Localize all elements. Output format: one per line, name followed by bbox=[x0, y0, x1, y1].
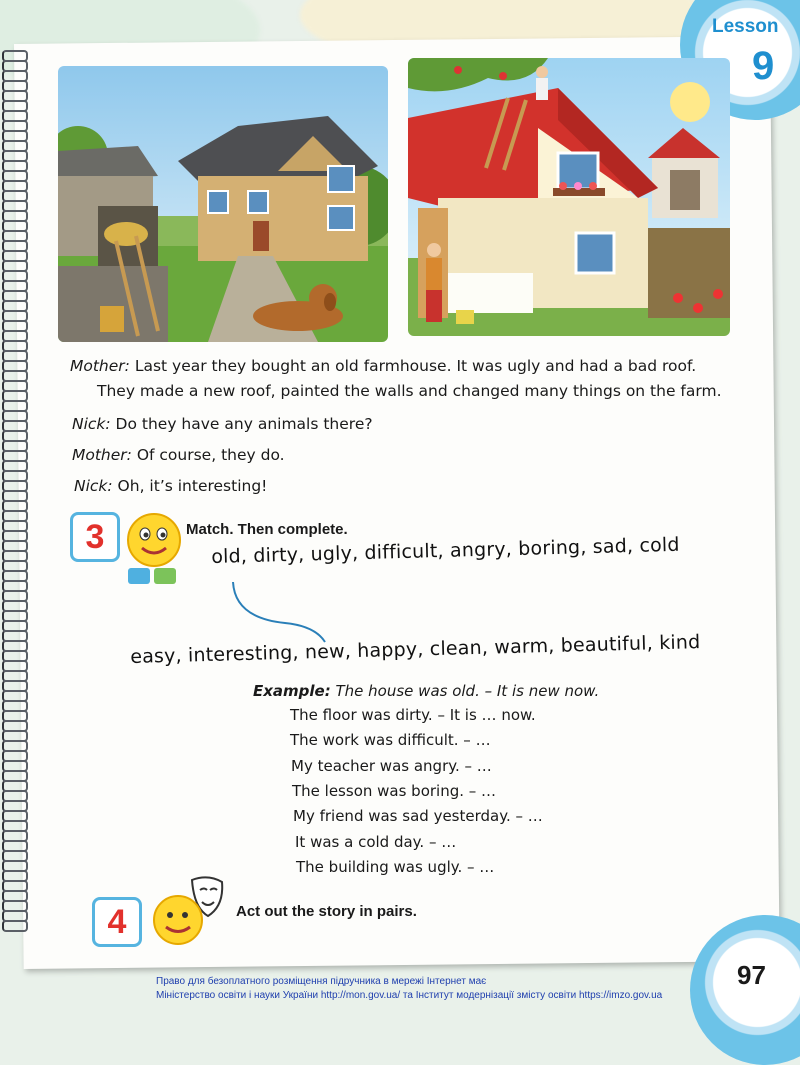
dialogue-line-nick-1 bbox=[72, 415, 373, 433]
dialogue-text: Last year they bought an old farmhouse. It was ugly and had a bad roof. bbox=[129, 357, 697, 375]
dialogue-line-nick-2 bbox=[74, 477, 267, 495]
exercise-4-number: 4 bbox=[92, 897, 142, 947]
dialogue-text: Do they have any animals there? bbox=[110, 415, 373, 433]
smiley-icon bbox=[120, 510, 190, 594]
spiral-coil bbox=[2, 920, 28, 932]
exercise-3-number: 3 bbox=[70, 512, 120, 562]
example-text: The house was old. – It is new now. bbox=[330, 682, 600, 700]
lesson-label: Lesson bbox=[712, 16, 779, 37]
exercise-sentence: The lesson was boring. – … bbox=[292, 781, 497, 800]
exercise-sentence: It was a cold day. – … bbox=[295, 832, 457, 851]
footer-line-1: Право для безоплатного розміщення підручника в мережі Інтернет має bbox=[156, 976, 487, 987]
exercise-sentence: My friend was sad yesterday. – … bbox=[293, 807, 543, 826]
speaker-label: Mother: bbox=[70, 357, 130, 375]
exercise-4-instruction: Act out the story in pairs. bbox=[236, 903, 417, 920]
word-list-bottom: easy, interesting, new, happy, clean, warm, beautiful, kind bbox=[130, 631, 701, 668]
speaker-label: Nick: bbox=[74, 477, 113, 495]
exercise-sentence: The work was difficult. – … bbox=[290, 731, 491, 750]
farmhouse-new-picture bbox=[408, 58, 730, 336]
exercise-sentence: The building was ugly. – … bbox=[296, 857, 495, 876]
example-label: Example: bbox=[253, 682, 331, 700]
page-number: 97 bbox=[737, 960, 766, 990]
exercise-sentence: The floor was dirty. – It is … now. bbox=[290, 706, 536, 724]
dialogue-line-mother-1 bbox=[70, 357, 696, 375]
theatre-mask-smiley-icon bbox=[148, 872, 228, 952]
dialogue-line-mother-1b: They made a new roof, painted the walls and changed many things on the farm. bbox=[97, 382, 722, 400]
spiral-binding bbox=[0, 50, 26, 930]
example-line bbox=[253, 682, 599, 700]
word-list-top: old, dirty, ugly, difficult, angry, boring, sad, cold bbox=[211, 533, 680, 568]
dialogue-text: Oh, it’s interesting! bbox=[112, 477, 268, 495]
footer-line-2: Міністерство освіти і науки України http://mon.gov.ua/ та Інститут модернізації змісту освіти https://imzo.gov.ua bbox=[156, 990, 663, 1001]
dialogue-line-mother-2 bbox=[72, 446, 285, 464]
farmhouse-old-picture bbox=[58, 66, 388, 342]
dialogue-text: Of course, they do. bbox=[131, 446, 285, 464]
lesson-number: 9 bbox=[752, 44, 775, 88]
exercise-3-instruction: Match. Then complete. bbox=[186, 521, 348, 538]
match-line bbox=[225, 578, 335, 648]
speaker-label: Nick: bbox=[72, 415, 111, 433]
exercise-sentence: My teacher was angry. – … bbox=[291, 756, 492, 775]
speaker-label: Mother: bbox=[72, 446, 132, 464]
